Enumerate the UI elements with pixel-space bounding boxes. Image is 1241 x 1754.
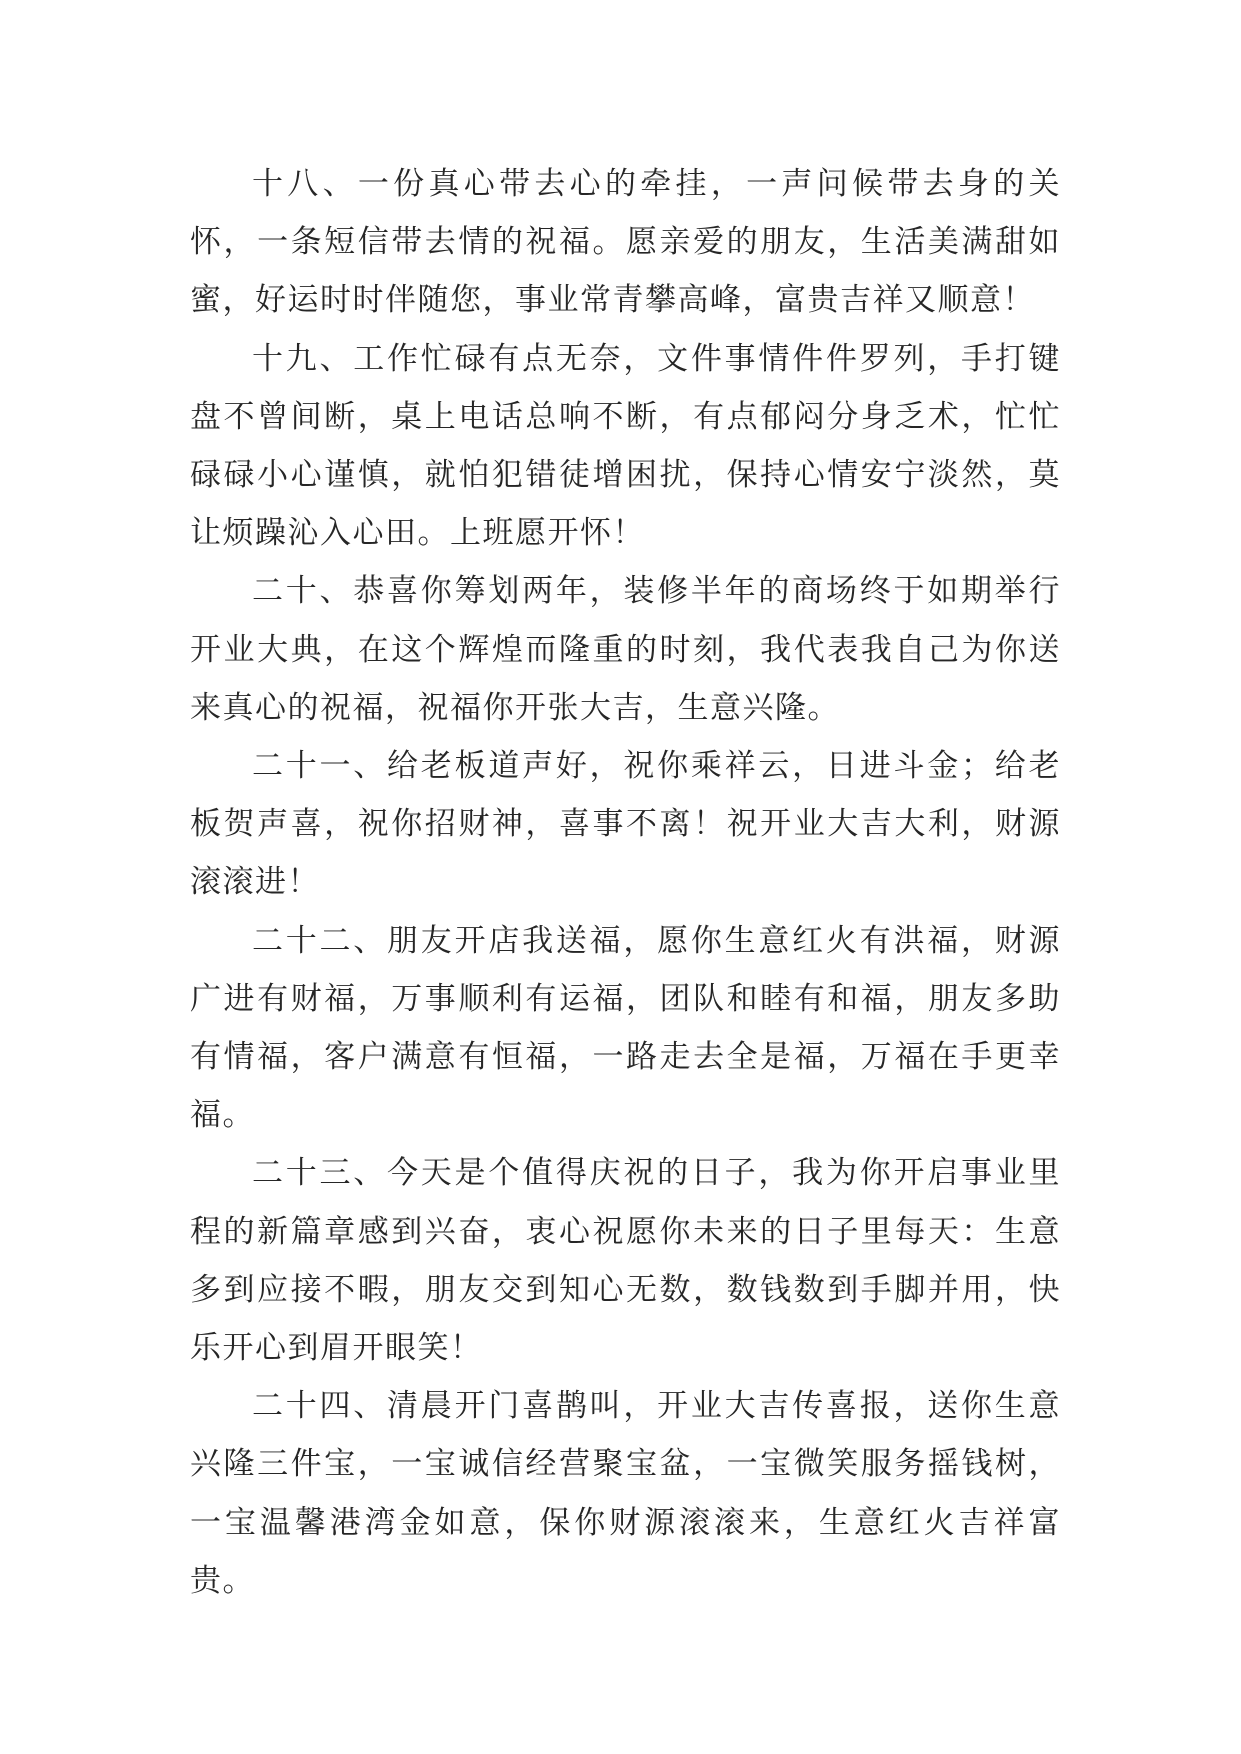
paragraph-19: 十九、工作忙碌有点无奈，文件事情件件罗列，手打键盘不曾间断，桌上电话总响不断，有点郁闷分身乏术，忙忙碌碌小心谨慎，就怕犯错徒增困扰，保持心情安宁淡然，莫让烦躁沁入心田。上班愿开怀！ [190, 340, 1061, 552]
paragraph-24: 二十四、清晨开门喜鹊叫，开业大吉传喜报，送你生意兴隆三件宝，一宝诚信经营聚宝盆，一宝微笑服务摇钱树，一宝温馨港湾金如意，保你财源滚滚来，生意红火吉祥富贵。 [190, 1388, 1061, 1599]
paragraph-21: 二十一、给老板道声好，祝你乘祥云，日进斗金；给老板贺声喜，祝你招财神，喜事不离！祝开业大吉大利，财源滚滚进！ [190, 748, 1061, 901]
paragraph-20: 二十、恭喜你筹划两年，装修半年的商场终于如期举行开业大典，在这个辉煌而隆重的时刻，我代表我自己为你送来真心的祝福，祝福你开张大吉，生意兴隆。 [190, 573, 1061, 726]
paragraph-23: 二十三、今天是个值得庆祝的日子，我为你开启事业里程的新篇章感到兴奋，衷心祝愿你未来的日子里每天：生意多到应接不暇，朋友交到知心无数，数钱数到手脚并用，快乐开心到眉开眼笑！ [190, 1155, 1061, 1367]
paragraph-18: 十八、一份真心带去心的牵挂，一声问候带去身的关怀，一条短信带去情的祝福。愿亲爱的朋友，生活美满甜如蜜，好运时时伴随您，事业常青攀高峰，富贵吉祥又顺意！ [190, 166, 1061, 319]
paragraph-22: 二十二、朋友开店我送福，愿你生意红火有洪福，财源广进有财福，万事顺利有运福，团队和睦有和福，朋友多助有情福，客户满意有恒福，一路走去全是福，万福在手更幸福。 [190, 922, 1061, 1134]
document-body [190, 155, 1061, 1610]
